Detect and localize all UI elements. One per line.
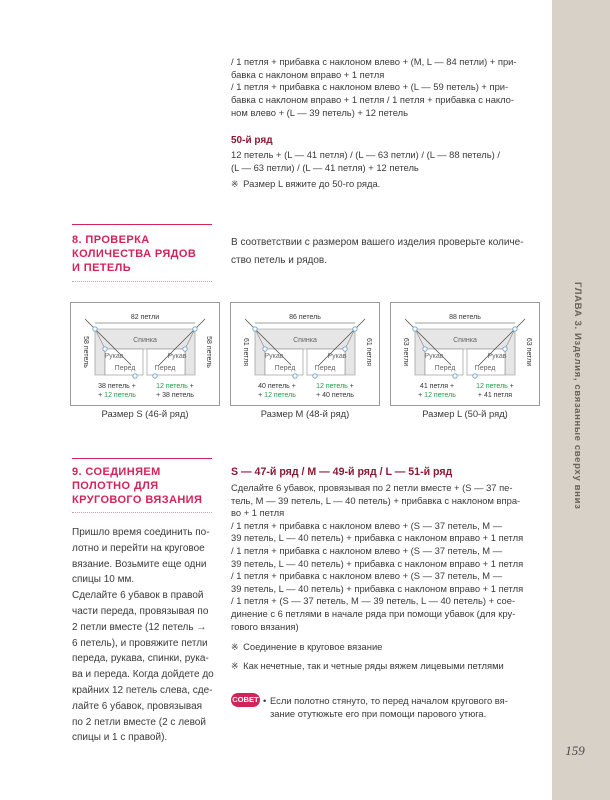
paragraph-line: спицы 10 мм. <box>72 574 135 586</box>
paragraph-line: части переда, провязывая по <box>72 605 209 617</box>
right-count-line <box>476 383 514 390</box>
left-count-line: 38 петель + <box>98 383 136 390</box>
row-50-instructions <box>231 149 500 174</box>
side-stitch-count: 63 петли <box>402 337 409 367</box>
diagram-caption-s: Размер S (46-й ряд) <box>101 408 189 419</box>
section-title-line: 9. СОЕДИНЯЕМ <box>72 466 161 478</box>
page-number: 159 <box>565 743 585 758</box>
right-count-green: 12 петель <box>156 383 188 390</box>
instruction-line: 39 петель, L — 40 петель) + прибавка с наклоном вправо + 1 петля <box>231 582 524 594</box>
section-9-title <box>72 465 212 507</box>
instruction-line: гового вязания) <box>231 620 299 632</box>
sleeve-label: Рукав <box>327 353 347 360</box>
instruction-line: / 1 петля + прибавка с наклоном влево + (L — 59 петель) + при- <box>231 81 509 93</box>
intro-line: В соответствии с размером вашего изделия проверьте количе- <box>231 237 524 248</box>
stitch-marker <box>413 327 417 331</box>
instruction-line: 39 петель, L — 40 петель) + прибавка с наклоном вправо + 1 петля <box>231 557 524 569</box>
instruction-line: бавка с наклоном вправо + 1 петля <box>231 68 385 80</box>
left-count-green: 12 петель <box>424 392 456 399</box>
stitch-marker <box>313 374 317 378</box>
section-8-rule <box>72 224 212 225</box>
top-stitch-count: 82 петли <box>130 314 160 321</box>
paragraph-line: по 2 петли вместе (2 с левой <box>72 716 206 728</box>
instruction-line: (L — 63 петли) / (L — 41 петля) + 12 петель <box>231 161 419 173</box>
right-count-line: + 40 петель <box>316 392 354 399</box>
stitch-marker <box>473 374 477 378</box>
front-label: Перед <box>434 365 456 372</box>
instruction-line: бавка с наклоном вправо + 1 петля / 1 петля + прибавка с накло- <box>231 94 515 106</box>
paragraph-line: крайних 12 петель слева, сде- <box>72 684 213 696</box>
instruction-line: / 1 петля + прибавка с наклоном влево + (S — 37 петель, M — <box>231 544 503 556</box>
size-l-note <box>231 178 380 190</box>
instruction-line: Сделайте 6 убавок, провязывая по 2 петли вместе + (S — 37 пе- <box>231 482 513 493</box>
row-50-title: 50-й ряд <box>231 135 273 146</box>
note-mark-icon: ※ <box>231 179 239 189</box>
stitch-marker <box>253 327 257 331</box>
stitch-marker <box>503 347 507 351</box>
stitch-marker <box>423 347 427 351</box>
join-round-note <box>231 641 382 653</box>
paragraph-line: Пришло время соединить по- <box>72 527 210 538</box>
tip-line: зание отутюжьте его при помощи парового утюга. <box>270 708 487 719</box>
chapter-tab-label: ГЛАВА 3. Изделия, связанные сверху вниз <box>572 282 583 510</box>
instruction-line: / 1 петля + (S — 37 петель, M — 39 петель, L — 40 петель) + сое- <box>231 595 516 607</box>
stitch-marker <box>263 347 267 351</box>
right-count-tail: + <box>187 383 194 390</box>
left-count-plus: + <box>98 392 105 399</box>
section-9-dotted-rule <box>72 512 212 513</box>
side-stitch-count: 58 петель <box>82 336 89 368</box>
front-label: Перед <box>314 365 336 372</box>
stitch-marker <box>103 347 107 351</box>
stitch-marker <box>193 327 197 331</box>
instruction-line: динение с 6 петлями в начале ряда при помощи убавок (для кру- <box>231 607 516 619</box>
note-mark-icon: ※ <box>231 661 239 671</box>
note-mark-icon: ※ <box>231 642 239 652</box>
sleeve-label: Рукав <box>167 353 187 360</box>
sleeve-label: Рукав <box>424 353 444 360</box>
side-stitch-count: 63 петли <box>525 337 532 367</box>
diagram-svg <box>71 303 219 405</box>
tip-badge: СОВЕТ <box>231 693 260 707</box>
instruction-line: / 1 петля + прибавка с наклоном влево + (S — 37 петель, M — <box>231 570 503 582</box>
paragraph-line: 2 петли вместе (12 петель → <box>72 621 207 633</box>
instruction-line: / 1 петля + прибавка с наклоном влево + (S — 37 петель, M — <box>231 519 503 531</box>
paragraph-line: Сделайте 6 убавок в правой <box>72 590 204 602</box>
front-label: Перед <box>154 365 176 372</box>
section-title-line: КОЛИЧЕСТВА РЯДОВ <box>72 248 197 260</box>
front-label: Перед <box>274 365 296 372</box>
section-9-rule <box>72 458 212 459</box>
stitch-marker <box>93 327 97 331</box>
intro-line: ство петель и рядов. <box>231 255 328 266</box>
sleeve-label: Рукав <box>104 353 124 360</box>
left-count-line: 41 петля + <box>419 383 455 390</box>
front-label: Перед <box>474 365 496 372</box>
right-count-line: + 41 петля <box>477 392 513 399</box>
paragraph-line: лайте 6 убавок, провязывая <box>72 700 203 712</box>
instruction-line: тель, M — 39 петель, L — 40 петель) + прибавка с наклоном впра- <box>231 494 521 506</box>
back-label: Спинка <box>453 337 477 344</box>
stitch-diagram-m <box>230 302 380 406</box>
left-count-green: 12 петель <box>264 392 296 399</box>
sleeve-label: Рукав <box>487 353 507 360</box>
back-label: Спинка <box>293 337 317 344</box>
section-title-line: КРУГОВОГО ВЯЗАНИЯ <box>72 494 203 506</box>
stitch-marker <box>453 374 457 378</box>
stitch-marker <box>343 347 347 351</box>
tip-line: Если полотно стянуто, то перед началом кругового вя- <box>270 695 508 706</box>
stitch-marker <box>353 327 357 331</box>
section-8-dotted-rule <box>72 281 212 282</box>
right-count-green: 12 петель <box>316 383 348 390</box>
stitch-marker <box>153 374 157 378</box>
left-count-line <box>418 392 456 399</box>
right-count-line <box>156 383 194 390</box>
front-label: Перед <box>114 365 136 372</box>
top-stitch-count: 88 петель <box>449 314 481 321</box>
stitch-marker <box>513 327 517 331</box>
right-count-tail: + <box>347 383 354 390</box>
side-stitch-count: 61 петля <box>242 337 249 367</box>
right-count-tail: + <box>507 383 514 390</box>
paragraph-line: 6 петель), и провяжите петли <box>72 637 208 649</box>
instruction-line: 12 петель + (L — 41 петля) / (L — 63 петли) / (L — 88 петель) / <box>231 149 500 160</box>
top-stitch-count: 86 петель <box>289 314 321 321</box>
paragraph-line: спицы и 1 с правой). <box>72 732 168 744</box>
sleeve-label: Рукав <box>264 353 284 360</box>
instruction-line: 39 петель, L — 40 петель) + прибавка с наклоном вправо + 1 петля <box>231 532 524 544</box>
tip-bullet: • <box>263 695 267 706</box>
left-count-plus: + <box>418 392 425 399</box>
paragraph-line: переда, рукава, спинки, рука- <box>72 653 209 665</box>
instruction-line: / 1 петля + прибавка с наклоном влево + (M, L — 84 петли) + при- <box>231 56 517 67</box>
note-text: Соединение в круговое вязание <box>243 641 383 652</box>
side-stitch-count: 58 петель <box>205 336 212 368</box>
right-count-green: 12 петель <box>476 383 508 390</box>
note-text: Размер L вяжите до 50-го ряда. <box>243 178 381 189</box>
top-instructions <box>231 56 517 120</box>
stitch-marker <box>293 374 297 378</box>
paragraph-line: лотно и перейти на круговое <box>72 542 205 554</box>
left-count-green: 12 петель <box>104 392 136 399</box>
row-47-49-51-heading: S — 47-й ряд / M — 49-й ряд / L — 51-й ряд <box>231 466 453 478</box>
section-8-intro <box>231 234 524 270</box>
stitch-diagram-l <box>390 302 540 406</box>
stitch-marker <box>183 347 187 351</box>
left-count-line <box>258 392 296 399</box>
stitch-diagram-s <box>70 302 220 406</box>
diagram-svg <box>391 303 539 405</box>
knit-rows-note <box>231 660 504 672</box>
section-title-line: 8. ПРОВЕРКА <box>72 234 150 246</box>
diagram-caption-l: Размер L (50-й ряд) <box>422 408 508 419</box>
instruction-line: ном влево + (L — 39 петель) + 12 петель <box>231 106 408 118</box>
diagram-caption-m: Размер M (48-й ряд) <box>260 408 350 419</box>
row-47-49-51-instructions <box>231 482 523 633</box>
section-8-title <box>72 233 212 275</box>
tip-text <box>270 694 508 720</box>
right-count-line: + 38 петель <box>156 392 194 399</box>
side-stitch-count: 61 петля <box>365 337 372 367</box>
paragraph-line: ва и переда. Когда дойдете до <box>72 669 214 681</box>
left-count-line: 40 петель + <box>258 383 296 390</box>
right-count-line <box>316 383 354 390</box>
stitch-marker <box>133 374 137 378</box>
instruction-line: во + 1 петля <box>231 507 285 519</box>
left-count-line <box>98 392 136 399</box>
note-text: Как нечетные, так и четные ряды вяжем лицевыми петлями <box>243 660 504 671</box>
back-label: Спинка <box>133 337 157 344</box>
section-title-line: ПОЛОТНО ДЛЯ <box>72 480 159 492</box>
section-9-left-paragraph <box>72 525 214 746</box>
paragraph-line: вязание. Возьмите еще одни <box>72 558 207 570</box>
diagram-svg <box>231 303 379 405</box>
section-title-line: И ПЕТЕЛЬ <box>72 262 132 274</box>
left-count-plus: + <box>258 392 265 399</box>
